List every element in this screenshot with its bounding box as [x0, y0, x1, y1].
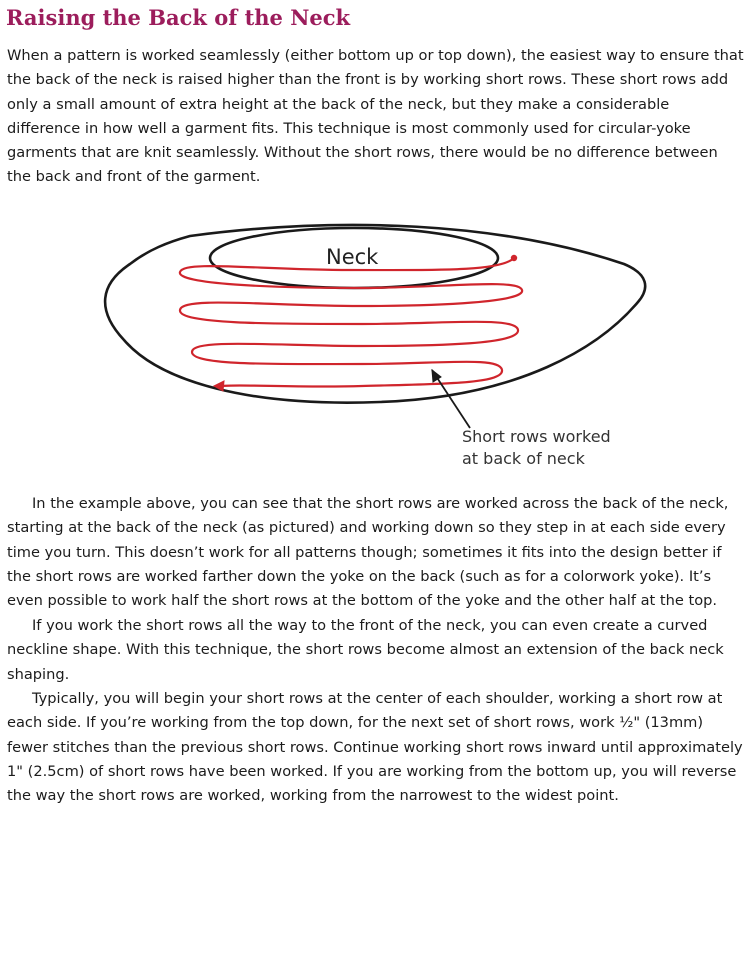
short-rows-diagram — [100, 222, 660, 477]
instructions-paragraph: Typically, you will begin your short rows at the center of each shoulder, working a short row at each side. If you’re working from the top down, for the next set of short rows, work ½" (13mm) fewer stitches than the previous short rows. Continue working short rows inward until approximately 1" (2.5cm) of short rows have been worked. If you are working from the bottom up, you will reverse the way the short rows are worked, working from the narrowest to the widest point. — [7, 690, 743, 805]
short-rows-path — [180, 258, 522, 387]
callout-line-1: Short rows worked — [462, 427, 611, 446]
callout-line-2: at back of neck — [462, 449, 585, 468]
short-rows-start-dot — [511, 255, 517, 261]
curved-neckline-paragraph: If you work the short rows all the way to the front of the neck, you can even create a curved neckline shape. With this technique, the short rows become almost an extension of the back neck shaping. — [7, 617, 724, 683]
intro-paragraph: When a pattern is worked seamlessly (either bottom up or top down), the easiest way to ensure that the back of the neck is raised higher than the front is by working short rows. These short rows add only a small amount of extra height at the back of the neck, but they make a considerable difference in how well a garment fits. This technique is most commonly used for circular-yoke garments that are knit seamlessly. Without the short rows, there would be no difference between the back and front of the garment. — [7, 47, 744, 186]
neck-label: Neck — [326, 245, 379, 269]
short-rows-callout — [462, 426, 611, 470]
example-paragraph: In the example above, you can see that the short rows are worked across the back of the neck, starting at the back of the neck (as pictured) and working down so they step in at each side every time you turn. This doesn’t work for all patterns though; sometimes it fits into the design better if the short rows are worked farther down the yoke on the back (such as for a colorwork yoke). It’s even possible to work half the short rows at the bottom of the yoke and the other half at the top. — [7, 495, 729, 610]
section-heading: Raising the Back of the Neck — [6, 5, 351, 30]
